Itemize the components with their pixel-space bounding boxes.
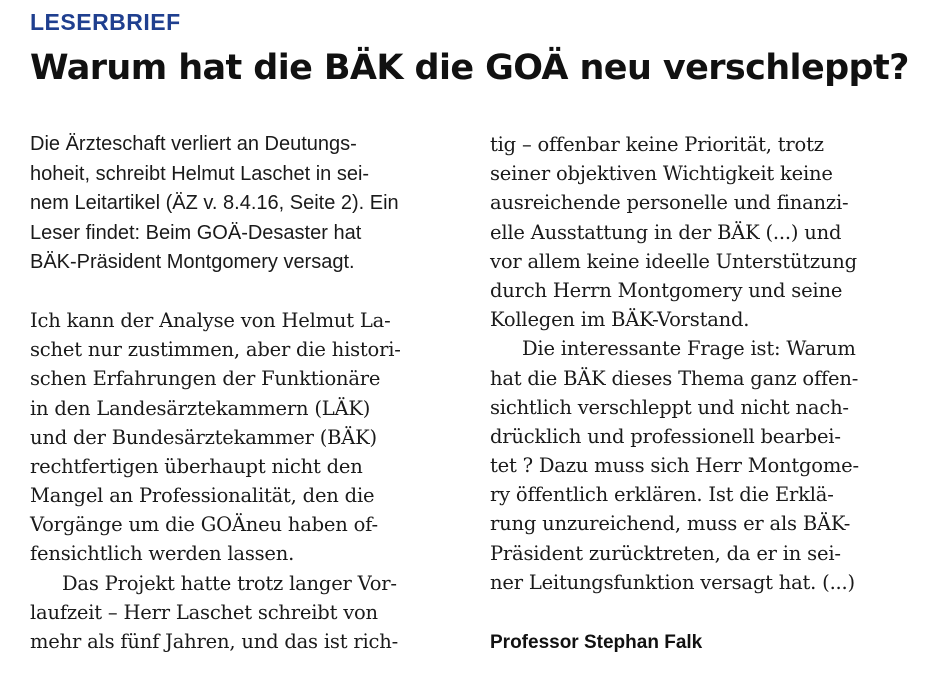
body-line: in den Landesärztekammern (LÄK) [30,396,371,420]
body-line: ausreichende personelle und finanzi- [490,191,849,215]
body-line: Präsident zurücktreten, da er in sei- [490,541,841,565]
body-line: Die interessante Frage ist: Warum [522,337,856,361]
intro-line: Leser findet: Beim GOÄ-Desaster hat [30,221,362,244]
body-line: Vorgänge um die GOÄneu haben of- [30,513,378,537]
body-line: schen Erfahrungen der Funktionäre [30,367,381,391]
body-line: schet nur zustimmen, aber die histori- [30,338,401,362]
body-line: fensichtlich werden lassen. [30,542,295,566]
body-line: hat die BÄK dieses Thema ganz offen- [490,366,859,390]
body-line: und der Bundesärztekammer (BÄK) [30,425,377,449]
body-paragraph [490,334,930,597]
author-signature: Professor Stephan Falk [490,632,703,653]
body-line: Mangel an Professionalität, den die [30,484,375,508]
body-line: durch Herrn Montgomery und seine [490,278,843,302]
body-line: ry öffentlich erklären. Ist die Erklä- [490,483,834,507]
body-line: tet ? Dazu muss sich Herr Montgome- [490,454,859,478]
body-line: mehr als fünf Jahren, und das ist rich- [30,630,398,654]
body-line: ner Leitungsfunktion versagt hat. (...) [490,570,855,594]
body-line: rechtfertigen überhaupt nicht den [30,454,363,478]
body-line: seiner objektiven Wichtigkeit keine [490,162,833,186]
body-paragraph [30,569,460,657]
left-column [30,130,460,656]
body-paragraph [490,130,930,334]
body-line: Ich kann der Analyse von Helmut La- [30,308,391,332]
body-paragraph [30,306,460,569]
body-line: vor allem keine ideelle Unterstützung [490,249,857,273]
intro-line: Die Ärzteschaft verliert an Deutungs- [30,133,357,155]
body-line: Kollegen im BÄK-Vorstand. [490,308,750,332]
body-line: rung unzureichend, muss er als BÄK- [490,512,851,536]
body-line: drücklich und professionell bearbei- [490,424,841,448]
intro-line: BÄK-Präsident Montgomery versagt. [30,251,355,274]
body-line: Das Projekt hatte trotz langer Vor- [62,571,397,595]
intro-line: nem Leitartikel (ÄZ v. 8.4.16, Seite 2). Ein [30,192,399,215]
section-kicker: LESERBRIEF [30,9,181,35]
body-line: laufzeit – Herr Laschet schreibt von [30,600,378,624]
right-column [490,130,930,597]
article-headline: Warum hat die BÄK die GOÄ neu verschleppt? [30,48,909,88]
intro-paragraph [30,130,460,278]
body-line: sichtlich verschleppt und nicht nach- [490,395,849,419]
intro-line: hoheit, schreibt Helmut Laschet in sei- [30,162,370,185]
body-line: tig – offenbar keine Priorität, trotz [490,133,824,156]
body-line: elle Ausstattung in der BÄK (...) und [490,220,842,244]
